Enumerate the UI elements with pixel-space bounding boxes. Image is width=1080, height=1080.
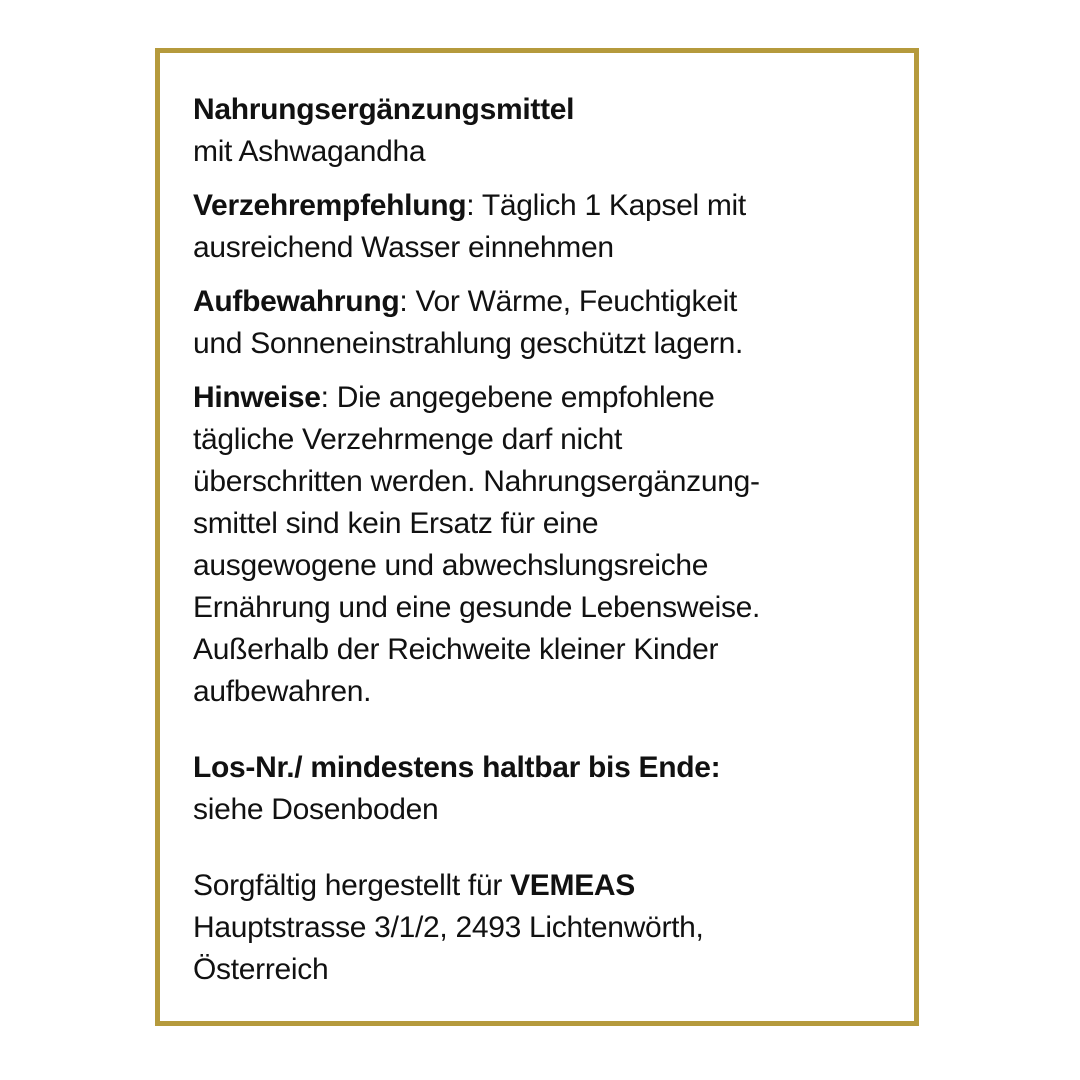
notes-line: überschritten werden. Nahrungsergänzung- <box>193 465 760 498</box>
notes-block <box>193 377 893 713</box>
brand-name: VEMEAS <box>510 869 635 902</box>
storage-text-1: : Vor Wärme, Feuchtigkeit <box>399 285 738 318</box>
dosage-text-2: ausreichend Wasser einnehmen <box>193 231 614 264</box>
address-line-1: Hauptstrasse 3/1/2, 2493 Lichtenwörth, <box>193 911 704 944</box>
storage-heading: Aufbewahrung <box>193 285 400 318</box>
product-block <box>193 89 893 173</box>
notes-text-1: : Die angegebene empfohlene <box>320 381 715 414</box>
notes-line: tägliche Verzehrmenge darf nicht <box>193 423 622 456</box>
notes-line: Außerhalb der Reichweite kleiner Kinder <box>193 633 719 666</box>
dosage-text-1: : Täglich 1 Kapsel mit <box>466 189 746 222</box>
lot-block <box>193 747 893 831</box>
notes-line: ausgewogene und abwechslungsreiche <box>193 549 709 582</box>
label-frame <box>155 48 919 1026</box>
manufacturer-prefix: Sorgfältig hergestellt für <box>193 869 511 902</box>
notes-heading: Hinweise <box>193 381 321 414</box>
product-title: Nahrungsergänzungsmittel <box>193 93 575 126</box>
dosage-heading: Verzehrempfehlung <box>193 189 467 222</box>
manufacturer-block <box>193 865 893 991</box>
label-content <box>193 89 893 991</box>
notes-line: aufbewahren. <box>193 675 372 708</box>
address-line-2: Österreich <box>193 953 329 986</box>
notes-line: smittel sind kein Ersatz für eine <box>193 507 599 540</box>
storage-block <box>193 281 893 365</box>
lot-heading: Los-Nr./ mindestens haltbar bis Ende: <box>193 751 721 784</box>
product-subtitle: mit Ashwagandha <box>193 135 426 168</box>
lot-text: siehe Dosenboden <box>193 793 439 826</box>
notes-line: Ernährung und eine gesunde Lebensweise. <box>193 591 761 624</box>
dosage-block <box>193 185 893 269</box>
storage-text-2: und Sonneneinstrahlung geschützt lagern. <box>193 327 744 360</box>
